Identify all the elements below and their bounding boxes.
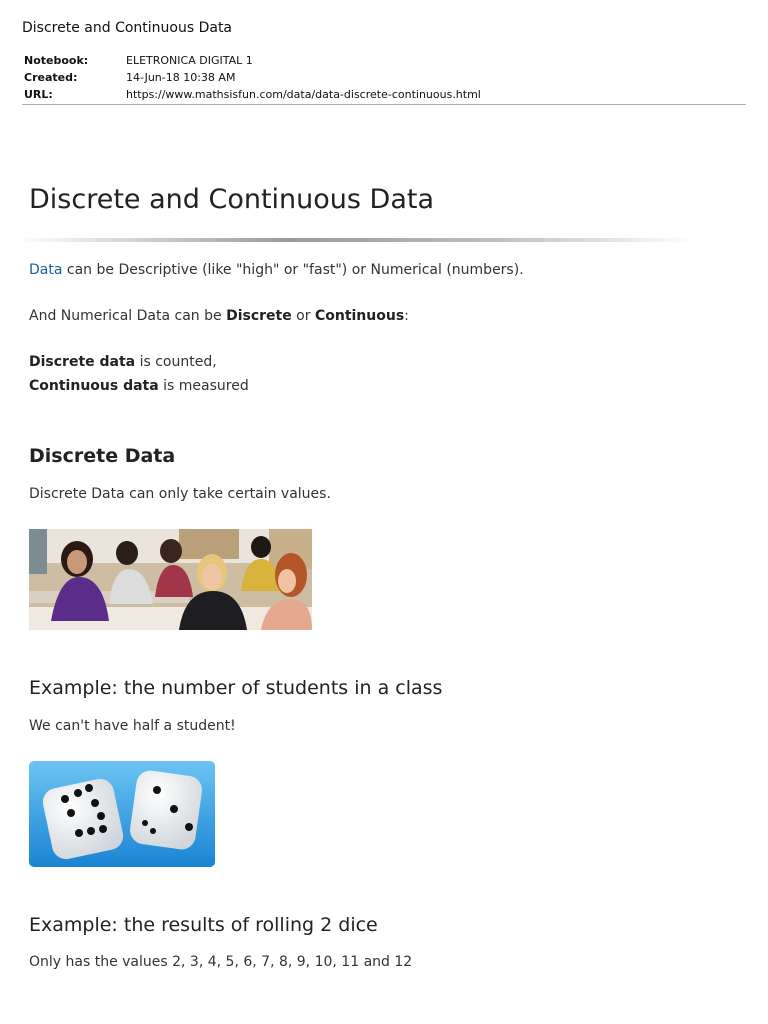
meta-url-value[interactable]: https://www.mathsisfun.com/data/data-discrete-continuous.html xyxy=(126,88,481,101)
discrete-counted-line xyxy=(29,354,217,370)
numerical-paragraph xyxy=(29,308,409,324)
numerical-text-c: or xyxy=(291,308,315,324)
intro-text: can be Descriptive (like "high" or "fast") or Numerical (numbers). xyxy=(62,262,524,278)
discrete-data-heading: Discrete Data xyxy=(29,445,176,467)
title-divider xyxy=(16,238,696,242)
continuous-term: Continuous xyxy=(314,308,405,324)
meta-url-row xyxy=(24,86,481,103)
discrete-data-term: Discrete data xyxy=(29,354,136,370)
dice-image xyxy=(29,761,215,867)
numerical-text-d: : xyxy=(404,308,409,324)
data-link[interactable]: Data xyxy=(29,262,63,278)
numerical-text-a: And Numerical Data can be xyxy=(29,308,227,324)
example-dice-heading: Example: the results of rolling 2 dice xyxy=(29,914,378,936)
example-students-text: We can't have half a student! xyxy=(29,718,236,734)
meta-value: ELETRONICA DIGITAL 1 xyxy=(126,54,253,67)
meta-key: Notebook: xyxy=(24,54,89,67)
continuous-measured-text: is measured xyxy=(158,378,249,394)
page-title: Discrete and Continuous Data xyxy=(29,184,435,215)
discrete-description: Discrete Data can only take certain values. xyxy=(29,486,331,502)
discrete-term: Discrete xyxy=(226,308,292,324)
example-students-heading: Example: the number of students in a class xyxy=(29,677,443,699)
continuous-measured-line xyxy=(29,378,249,394)
students-photo xyxy=(29,529,312,630)
intro-paragraph xyxy=(29,262,524,278)
discrete-counted-text: is counted, xyxy=(135,354,217,370)
meta-notebook-row xyxy=(24,52,481,69)
meta-divider xyxy=(22,104,746,105)
note-meta xyxy=(24,52,481,103)
meta-value: 14-Jun-18 10:38 AM xyxy=(126,71,236,84)
meta-key: Created: xyxy=(24,71,78,84)
meta-created-row xyxy=(24,69,481,86)
meta-key: URL: xyxy=(24,88,53,101)
continuous-data-term: Continuous data xyxy=(29,378,159,394)
note-title: Discrete and Continuous Data xyxy=(22,20,233,36)
example-dice-text: Only has the values 2, 3, 4, 5, 6, 7, 8, 9, 10, 11 and 12 xyxy=(29,954,413,970)
